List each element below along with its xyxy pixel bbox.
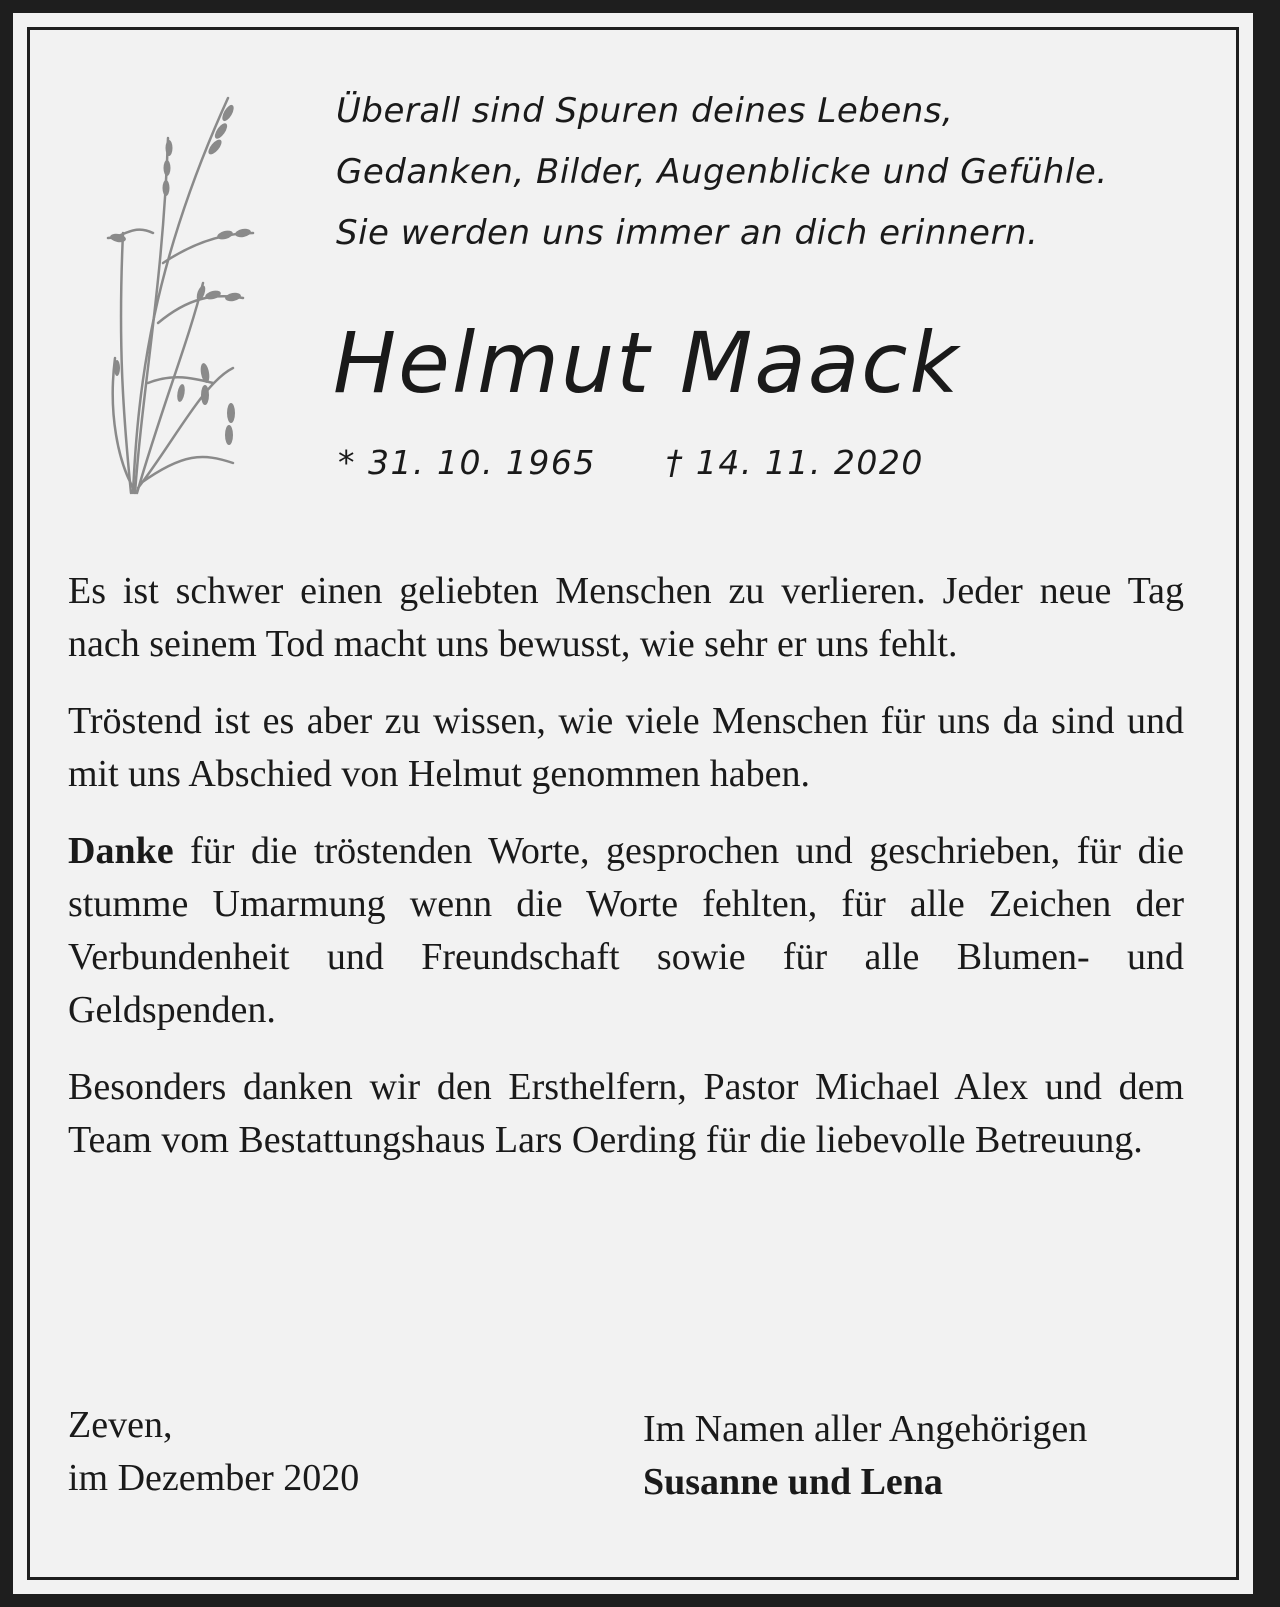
thanks-emphasis: Danke bbox=[68, 830, 174, 872]
paragraph: Besonders danken wir den Ersthelfern, Pastor Michael Alex und dem Team vom Bestattungshaus Lars Oerding für die liebevolle Betreuung. bbox=[68, 1066, 1184, 1161]
verse-line: Gedanken, Bilder, Augenblicke und Gefühle. bbox=[336, 152, 1108, 192]
death-date: † 14. 11. 2020 bbox=[665, 443, 924, 482]
place-and-date bbox=[68, 1399, 359, 1505]
grass-branch-icon bbox=[93, 83, 263, 513]
memorial-verse bbox=[336, 81, 1216, 264]
paragraph bbox=[68, 825, 1184, 1037]
date: im Dezember 2020 bbox=[68, 1457, 360, 1499]
on-behalf-line: Im Namen aller Angehörigen bbox=[643, 1408, 1088, 1450]
life-dates bbox=[338, 443, 924, 483]
birth-date: * 31. 10. 1965 bbox=[338, 443, 596, 482]
place: Zeven, bbox=[68, 1404, 173, 1446]
verse-line: Überall sind Spuren deines Lebens, bbox=[336, 91, 954, 131]
signers: Susanne und Lena bbox=[643, 1461, 943, 1503]
obituary-card bbox=[13, 13, 1253, 1594]
paragraph-rest: für die tröstenden Worte, gesprochen und geschrieben, für die stumme Umarmung wenn die Worte fehlten, für alle Zeichen der Verbundenheit und Freundschaft sowie für alle Blumen- und Geldspenden. bbox=[68, 830, 1184, 1031]
signature-block bbox=[643, 1403, 1185, 1509]
verse-line: Sie werden uns immer an dich erinnern. bbox=[336, 213, 1039, 253]
paragraph: Tröstend ist es aber zu wissen, wie viele Menschen für uns da sind und mit uns Abschied von Helmut genommen haben. bbox=[68, 700, 1184, 795]
paragraph: Es ist schwer einen geliebten Menschen zu verlieren. Jeder neue Tag nach seinem Tod macht uns bewusst, wie sehr er uns fehlt. bbox=[68, 570, 1184, 665]
deceased-name: Helmut Maack bbox=[333, 314, 961, 412]
thank-you-text bbox=[68, 565, 1184, 1191]
